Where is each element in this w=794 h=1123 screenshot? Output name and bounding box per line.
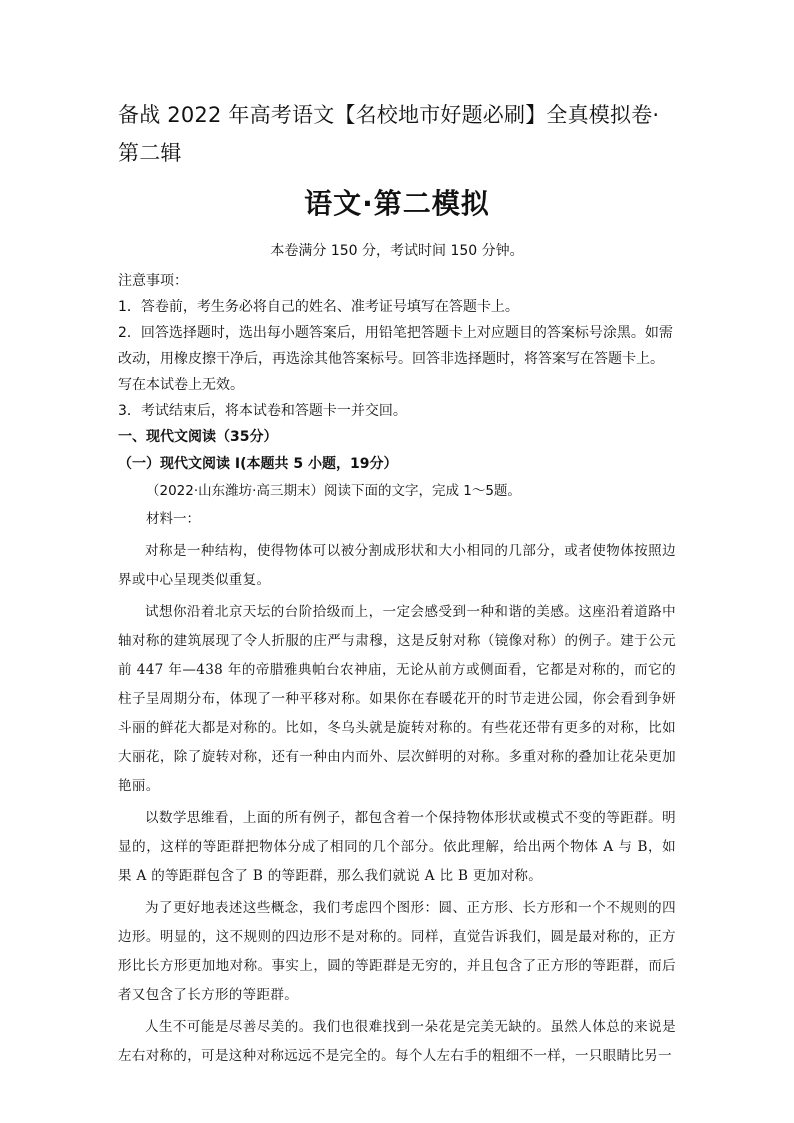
exam-title: 语文·第二模拟 — [304, 187, 490, 220]
reading-instruction: （2022·山东潍坊·高三期末）阅读下面的文字，完成 1～5题。 — [146, 483, 521, 499]
note-item: 1．答卷前，考生务必将自己的姓名、准考证号填写在答题卡上。 — [118, 299, 519, 315]
paragraph: 人生不可能是尽善尽美的。我们也很难找到一朵花是完美无缺的。虽然人体总的来说是左右对称的，可是这种对称远远不是完全的。每个人左右手的粗细不一样，一只眼睛比另一 — [118, 1019, 676, 1064]
paragraph: 为了更好地表述这些概念，我们考虑四个图形：圆、正方形、长方形和一个不规则的四边形。明显的，这不规则的四边形不是对称的。同样，直觉告诉我们，圆是最对称的，正方形比长方形更加地对称。事实上，圆的等距群是无穷的，并且包含了正方形的等距群，而后者又包含了长方形的等距群。 — [118, 900, 676, 1003]
material-label: 材料一： — [146, 511, 200, 527]
notes-label: 注意事项： — [118, 273, 188, 289]
subsection-heading: （一）现代文阅读 I(本题共 5 小题，19分） — [118, 456, 398, 472]
exam-info: 本卷满分 150 分，考试时间 150 分钟。 — [270, 243, 524, 259]
note-item: 2．回答选择题时，选出每小题答案后，用铅笔把答题卡上对应题目的答案标号涂黑。如需改动，用橡皮擦干净后，再选涂其他答案标号。回答非选择题时，将答案写在答题卡上。写在本试卷上无效。 — [118, 325, 673, 393]
section-heading: 一、现代文阅读（35分） — [118, 429, 278, 445]
note-item: 3．考试结束后，将本试卷和答题卡一并交回。 — [118, 403, 407, 419]
paragraph: 以数学思维看，上面的所有例子，都包含着一个保持物体形状或模式不变的等距群。明显的，这样的等距群把物体分成了相同的几个部分。依此理解，给出两个物体 A 与 B，如果 A 的等距群包含了 B 的等距群，那么我们就说 A 比 B 更加对称。 — [118, 810, 676, 884]
paragraph: 试想你沿着北京天坛的台阶拾级而上，一定会感受到一种和谐的美感。这座沿着道路中轴对称的建筑展现了令人折服的庄严与肃穆，这是反射对称（镜像对称）的例子。建于公元前 447 年—438 年的帝腊雅典帕台农神庙，无论从前方或侧面看，它都是对称的，而它的柱子呈周期分布，体现了一种平移对称。如果你在春暖花开的时节走进公园，你会看到争妍斗丽的鲜花大都是对称的。比如，冬乌头就是旋转对称的。有些花还带有更多的对称，比如大丽花，除了旋转对称，还有一种由内而外、层次鲜明的对称。多重对称的叠加让花朵更加艳丽。 — [118, 604, 676, 794]
document-title: 备战 2022 年高考语文【名校地市好题必刷】全真模拟卷·第二辑 — [118, 103, 660, 165]
paragraph: 对称是一种结构，使得物体可以被分割成形状和大小相同的几部分，或者使物体按照边界或中心呈现类似重复。 — [118, 543, 676, 588]
